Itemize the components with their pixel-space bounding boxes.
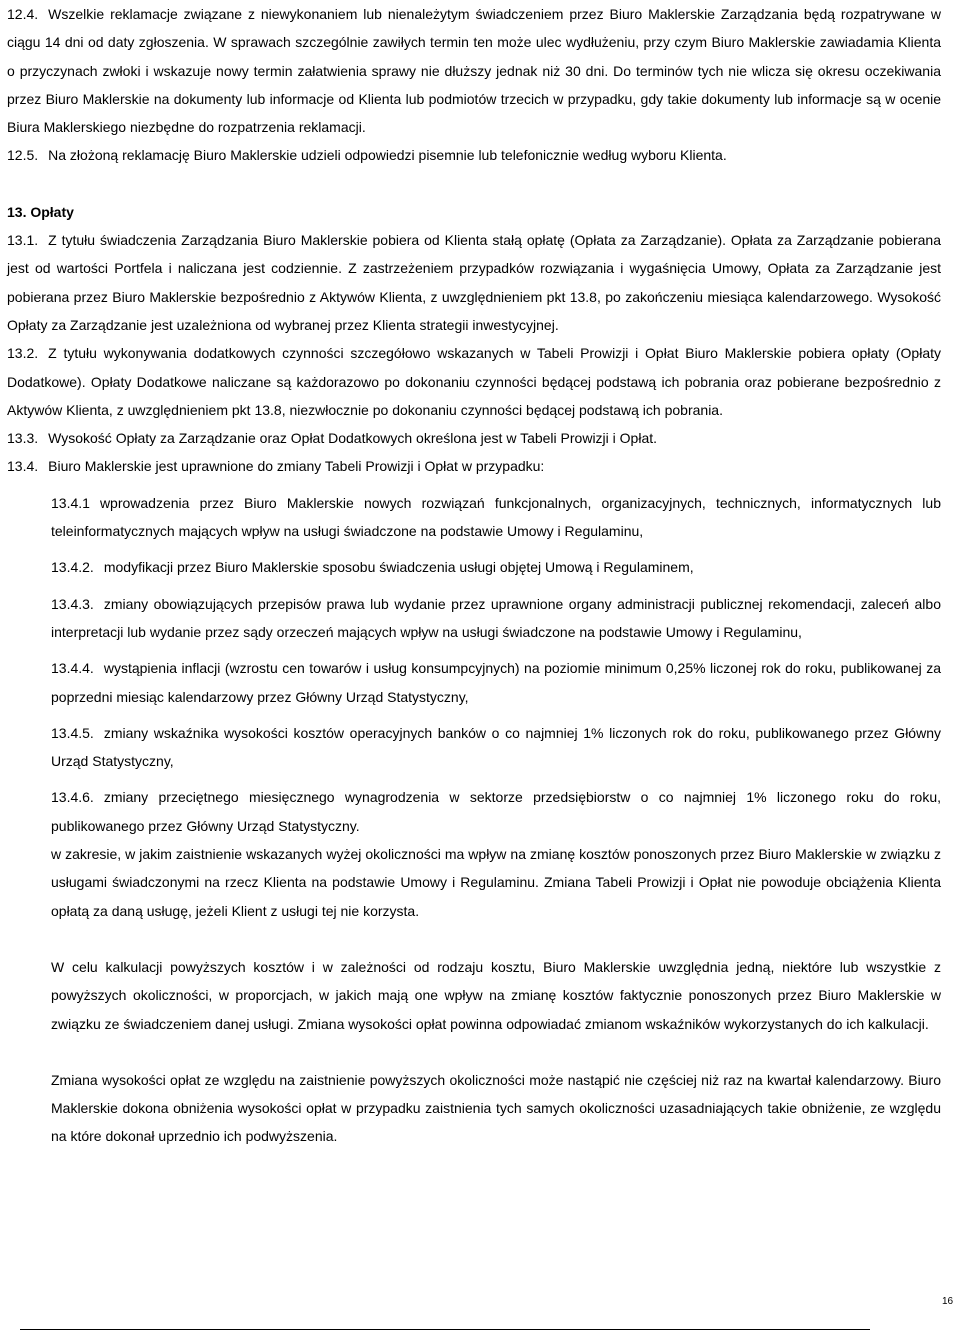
paragraph-text: wystąpienia inflacji (wzrostu cen towarów i usług konsumpcyjnych) na poziomie minimum 0,25% liczonej rok do roku, publikowanej za poprzedni miesiąc kalendarzowy przez Główny Urząd Statystyczny, xyxy=(51,660,941,705)
paragraph-text: Na złożoną reklamację Biuro Maklerskie udzieli odpowiedzi pisemnie lub telefonicznie według wyboru Klienta. xyxy=(48,147,727,164)
paragraph-text: zmiany obowiązujących przepisów prawa lub wydanie przez uprawnione organy administracji publicznej rekomendacji, zaleceń albo interpretacji lub wydanie przez sądy orzeczeń mających wpływ na usługi świadczone na podstawie Umowy i Regulaminu, xyxy=(51,595,941,640)
paragraph-13-2 xyxy=(7,339,941,424)
section-number: 13.4.4. xyxy=(51,660,94,677)
paragraph-scope: w zakresie, w jakim zaistnienie wskazanych wyżej okoliczności ma wpływ na zmianę kosztów ponoszonych przez Biuro Maklerskie w związku z usługami świadczonymi na rzecz Klienta na podstawie Umowy i Regulaminu. Zmiana Tabeli Prowizji i Opłat nie powoduje obciążenia Klienta opłatą za daną usługę, jeżeli Klient z usługi tej nie korzysta. xyxy=(51,846,941,919)
paragraph-12-4 xyxy=(7,0,941,141)
section-number: 13.4.3. xyxy=(51,595,94,612)
paragraph-text: zmiany wskaźnika wysokości kosztów operacyjnych banków o co najmniej 1% liczonych rok do roku, publikowanego przez Główny Urząd Statystyczny, xyxy=(51,724,941,770)
paragraph-13-4 xyxy=(7,452,941,480)
section-number: 13.4. xyxy=(7,458,39,475)
section-heading-13: 13. Opłaty xyxy=(7,203,74,220)
section-number: 12.4. xyxy=(7,6,39,22)
paragraph-text: Z tytułu wykonywania dodatkowych czynności szczegółowo wskazanych w Tabeli Prowizji i Opłat Biuro Maklerskie pobiera opłaty (Opłaty Dodatkowe). Opłaty Dodatkowe naliczane są każdorazowo po dokonaniu czynności będącej podstawą ich pobrania oraz pobierane bezpośrednio z Aktywów Klienta, z uwzględnieniem pkt 13.8, niezwłocznie po dokonaniu czynności będącej podstawą ich pobrania. xyxy=(7,345,941,418)
section-number: 13.1. xyxy=(7,232,39,249)
paragraph-13-4-1 xyxy=(51,489,941,546)
document-page xyxy=(7,0,941,1151)
paragraph-text: Wszelkie reklamacje związane z niewykonaniem lub nienależytym świadczeniem przez Biuro Maklerskie Zarządzania będą rozpatrywane w ciągu 14 dni od daty zgłoszenia. W sprawach szczególnie zawiłych termin ten może ulec wydłużeniu, przy czym Biuro Maklerskie zawiadamia Klienta o przyczynach zwłoki i wskazuje nowy termin załatwienia sprawy nie dłuższy jednak niż 30 dni. Do terminów tych nie wlicza się okresu oczekiwania przez Biuro Maklerskie na dokumenty lub informacje od Klienta lub podmiotów trzecich w przypadku, gdy takie dokumenty lub informacje są w ocenie Biura Maklerskiego niezbędne do rozpatrzenia reklamacji. xyxy=(7,6,941,136)
section-number: 13.4.2. xyxy=(51,559,94,576)
page-number: 16 xyxy=(942,1296,954,1307)
section-number: 12.5. xyxy=(7,147,39,164)
paragraph-text: modyfikacji przez Biuro Maklerskie sposobu świadczenia usługi objętej Umową i Regulaminem, xyxy=(103,559,694,576)
section-number: 13.4.5. xyxy=(51,724,94,741)
paragraph-text: Biuro Maklerskie jest uprawnione do zmiany Tabeli Prowizji i Opłat w przypadku: xyxy=(48,458,545,475)
paragraph-change: Zmiana wysokości opłat ze względu na zaistnienie powyższych okoliczności może nastąpić nie częściej niż raz na kwartał kalendarzowy. Biuro Maklerskie dokona obniżenia wysokości opłat w przypadku zaistnienia tych samych okoliczności uzasadniających takie obniżenie, ze względu na które dokonał uprzednio ich podwyższenia. xyxy=(51,1071,941,1145)
footer-divider xyxy=(20,1329,870,1330)
paragraph-12-5 xyxy=(7,141,941,169)
paragraph-text: wprowadzenia przez Biuro Maklerskie nowych rozwiązań funkcjonalnych, organizacyjnych, technicznych, informatycznych lub teleinformatycznych mających wpływ na usługi świadczone na podstawie Umowy i Regulaminu, xyxy=(51,494,941,540)
paragraph-13-4-2 xyxy=(51,553,941,581)
section-number: 13.4.1 xyxy=(51,494,90,511)
paragraph-text: Z tytułu świadczenia Zarządzania Biuro Maklerskie pobiera od Klienta stałą opłatę (Opłata za Zarządzanie). Opłata za Zarządzanie pobierana jest od wartości Portfela i naliczana jest codziennie. Z zastrzeżeniem przypadków rozwiązania i wygaśnięcia Umowy, Opłata za Zarządzanie jest pobierana przez Biuro Maklerskie bezpośrednio z Aktywów Klienta, z uwzględnieniem pkt 13.8, po zakończeniu miesiąca kalendarzowego. Wysokość Opłaty za Zarządzanie jest uzależniona od wybranej przez Klienta strategii inwestycyjnej. xyxy=(7,232,941,333)
section-number: 13.4.6. xyxy=(51,789,94,806)
paragraph-13-4-5 xyxy=(51,719,941,776)
paragraph-13-4-6 xyxy=(51,783,941,840)
paragraph-13-1 xyxy=(7,226,941,339)
section-number: 13.3. xyxy=(7,430,39,447)
section-number: 13.2. xyxy=(7,345,39,362)
paragraph-calculation: W celu kalkulacji powyższych kosztów i w zależności od rodzaju kosztu, Biuro Maklerskie uwzględnia jedną, niektóre lub wszystkie z powyższych okoliczności, w proporcjach, w jakich mają one wpływ na zmianę kosztów faktycznie ponoszonych przez Biuro Maklerskie w związku ze świadczeniem danej usługi. Zmiana wysokości opłat powinna odpowiadać zmianom wskaźników wykorzystanych do ich kalkulacji. xyxy=(51,958,941,1032)
paragraph-text: Wysokość Opłaty za Zarządzanie oraz Opłat Dodatkowych określona jest w Tabeli Prowizji i Opłat. xyxy=(48,430,658,447)
paragraph-13-4-3 xyxy=(51,590,941,647)
paragraph-text: zmiany przeciętnego miesięcznego wynagrodzenia w sektorze przedsiębiorstw o co najmniej 1% liczonego roku do roku, publikowanego przez Główny Urząd Statystyczny. xyxy=(51,789,941,834)
paragraph-13-4-4 xyxy=(51,654,941,711)
paragraph-13-3 xyxy=(7,424,941,452)
